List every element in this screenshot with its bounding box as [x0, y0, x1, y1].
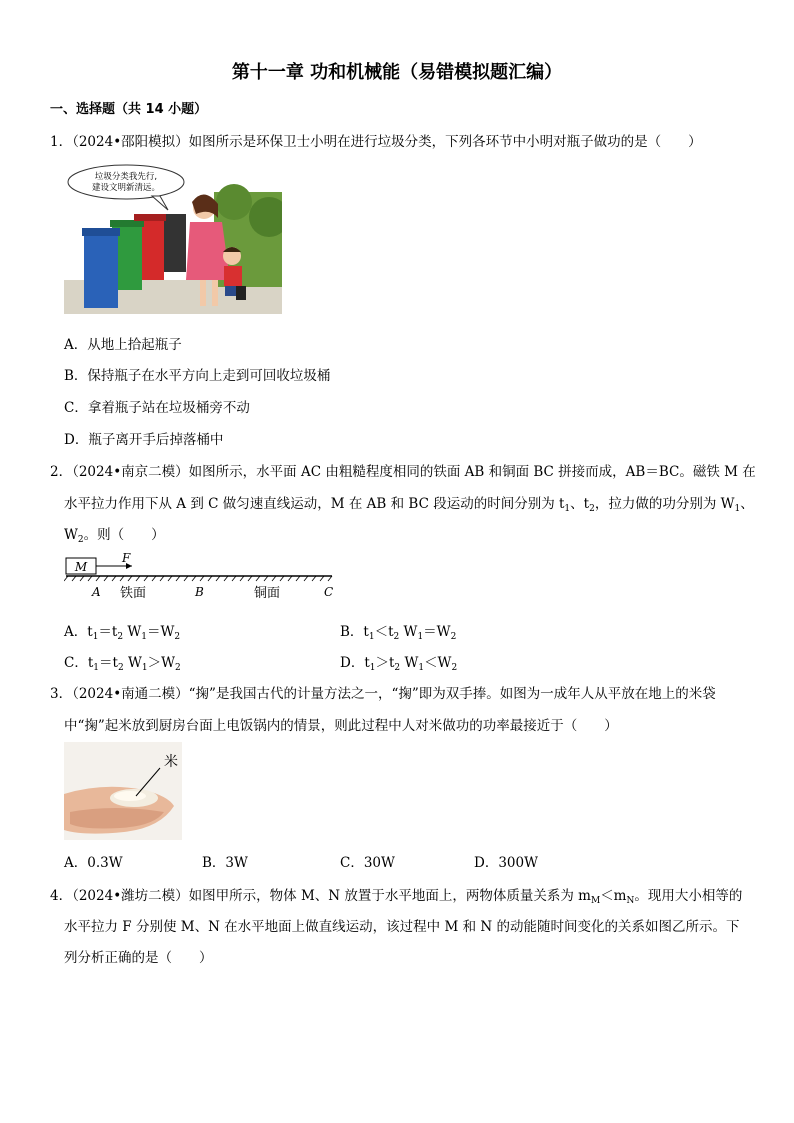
- question-3-option-c: C．30W: [340, 855, 395, 871]
- section-heading: 一、选择题（共 14 小题）: [50, 102, 208, 117]
- question-3-line-1: 3．（2024•南通二模）“掬”是我国古代的计量方法之一，“掬”即为双手捧。如图为一成年人从平放在地上的米袋: [50, 686, 716, 702]
- question-3-option-a: A．0.3W: [64, 855, 123, 871]
- question-3-option-d: D．300W: [474, 855, 538, 871]
- rice-label: 米: [164, 754, 178, 770]
- force-f-label: F: [122, 552, 131, 565]
- point-a-label: A: [92, 585, 101, 599]
- question-2-option-c: C．$t_1=t_2$ $W_1>W_2$: [64, 655, 181, 673]
- question-4-line-3: 列分析正确的是（ ）: [64, 950, 213, 966]
- question-2-figure: [64, 552, 336, 604]
- question-2-option-a: A．$t_1=t_2$ $W_1=W_2$: [64, 624, 181, 642]
- question-2-option-b: B．$t_1<t_2$ $W_1=W_2$: [340, 624, 457, 642]
- copper-surface-label: 铜面: [254, 586, 281, 601]
- question-3-figure: [64, 742, 182, 840]
- question-3-option-b: B．3W: [202, 855, 248, 871]
- question-1-option-d: D．瓶子离开手后掉落桶中: [64, 432, 224, 448]
- bubble-text-line1: 垃圾分类我先行,: [94, 172, 158, 182]
- point-b-label: B: [195, 585, 204, 599]
- bubble-text-line2: 建设文明新清远。: [91, 183, 161, 193]
- question-2-option-d: D．$t_1>t_2$ $W_1<W_2$: [340, 655, 458, 673]
- question-2-line-1: 2．（2024•南京二模）如图所示，水平面 AC 由粗糙程度相同的铁面 AB 和铜面 BC 拼接而成，AB＝BC。磁铁 M 在: [50, 464, 756, 480]
- page-title: 第十一章 功和机械能（易错模拟题汇编）: [231, 62, 563, 83]
- point-c-label: C: [324, 585, 334, 599]
- question-1-option-b: B．保持瓶子在水平方向上走到可回收垃圾桶: [64, 368, 331, 384]
- question-1-option-a: A．从地上拾起瓶子: [64, 337, 182, 353]
- question-3-line-2: 中“掬”起米放到厨房台面上电饭锅内的情景，则此过程中人对米做功的功率最接近于（ ）: [64, 718, 618, 734]
- question-2-line-3: $W_2$。则（ ）: [64, 527, 165, 545]
- question-2-line-2: 水平拉力作用下从 A 到 C 做匀速直线运动，M 在 AB 和 BC 段运动的时间分别为 $t_1$、$t_2$，拉力做的功分别为 $W_1$、: [64, 496, 754, 514]
- iron-surface-label: 铁面: [120, 586, 147, 601]
- question-4-line-2: 水平拉力 F 分别使 M、N 在水平地面上做直线运动，该过程中 M 和 N 的动能随时间变化的关系如图乙所示。下: [64, 919, 740, 935]
- question-4-line-1: 4．（2024•潍坊二模）如图甲所示，物体 M、N 放置于水平地面上，两物体质量关系为 $m_M<m_N$。现用大小相等的: [50, 888, 743, 906]
- magnet-m-label: M: [74, 560, 88, 574]
- question-1-option-c: C．拿着瓶子站在垃圾桶旁不动: [64, 400, 250, 416]
- question-1-stem: 1．（2024•邵阳模拟）如图所示是环保卫士小明在进行垃圾分类，下列各环节中小明对瓶子做功的是（ ）: [50, 134, 702, 150]
- question-1-figure: [64, 162, 282, 314]
